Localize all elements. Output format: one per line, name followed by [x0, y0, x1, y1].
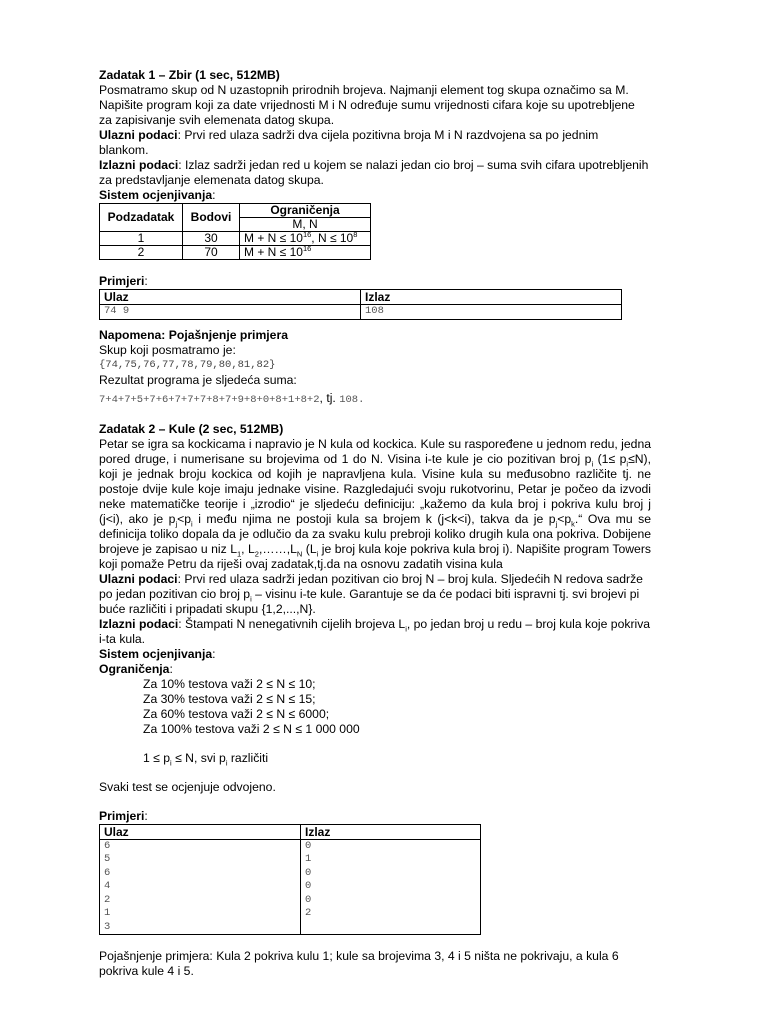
note-total: 108.: [339, 393, 365, 406]
scoring-colon: :: [212, 188, 216, 202]
constraint-item: Za 10% testova važi 2 ≤ N ≤ 10;: [143, 676, 316, 691]
ex-out-header: Izlaz: [301, 824, 481, 839]
note-result-label: Rezultat programa je sljedeća suma:: [99, 372, 297, 387]
ex-in-line: 1: [104, 907, 111, 919]
cell-points: 70: [183, 246, 240, 260]
input-text: – visinu i-te kule. Garantuje se da će podaci biti ispravni tj. svi brojevi pi buće različiti i pripadati skupu {1,2,...,N}.: [99, 586, 640, 616]
para-sub: N: [296, 548, 303, 558]
para-text: ≤N), koji je jednak broju kockica od kojih je napravljena kula. Visine kula su međusobno različite tj. ne postoje dvije kule koje imaju jednake visine. Razgledajući svoju rukotvorinu, Petar je počeo da izvodi neke matematičke teorije i „izrodio“ je sljedeću definiciju: „kažemo da kula broj i pokriva kulu broj j (j<i), ako je p: [99, 451, 651, 526]
each-test-note: Svaki test se ocjenjuje odvojeno.: [99, 779, 276, 794]
cell-subtask: 1: [100, 232, 183, 246]
constraint-exp: 16: [302, 230, 312, 239]
constraint-exp: 16: [302, 244, 312, 253]
examples-label: Primjeri: [99, 274, 145, 288]
ex-in-line: 6: [104, 866, 111, 879]
ex-in-line: 6: [104, 839, 111, 852]
ex-out-line: 2: [305, 907, 312, 919]
scoring-colon: :: [212, 646, 216, 661]
task1-scoring: [99, 188, 651, 203]
ex-out-values: [301, 839, 481, 935]
examples-label: Primjeri: [99, 808, 145, 823]
pi-text: ≤ N, svi p: [171, 750, 226, 765]
para-text: <p: [177, 511, 192, 526]
para-text: , L: [241, 541, 255, 556]
para-text: (1≤ p: [593, 451, 627, 466]
para-sub: k: [571, 518, 575, 528]
ex-out-line: 0: [305, 839, 312, 852]
ex-in-line: 3: [104, 920, 111, 933]
task2-paragraph: [99, 437, 651, 572]
task2-explanation: Pojašnjenje primjera: Kula 2 pokriva kulu 1; kule sa brojevima 3, 4 i 5 ništa ne pokrivaju, a kula 6 pokriva kule 4 i 5.: [99, 949, 619, 978]
para-sub: j: [175, 518, 178, 528]
task2-scoring: [99, 647, 651, 662]
note-title: Napomena: Pojašnjenje primjera: [99, 327, 288, 342]
table-row: [100, 246, 371, 260]
ex-in-header: Ulaz: [100, 290, 361, 305]
pi-constraint: [99, 751, 651, 766]
table-row: [100, 232, 371, 246]
task1-output: [99, 158, 651, 188]
task1-input: [99, 128, 651, 158]
task1-examples-heading: [99, 274, 651, 289]
examples-colon: :: [144, 274, 148, 288]
ex-out-value: 108: [361, 305, 622, 320]
task2-examples-heading: [99, 809, 651, 824]
constraint-item: Za 60% testova važi 2 ≤ N ≤ 6000;: [143, 706, 330, 721]
ex-in-values: [100, 839, 301, 935]
constraint-main: M + N ≤ 10: [244, 245, 303, 259]
output-label: Izlazni podaci: [99, 616, 179, 631]
input-sub: i: [250, 593, 252, 603]
ex-out-header: Izlaz: [361, 290, 622, 305]
para-sub: j: [555, 518, 558, 528]
constraints-label: Ograničenja: [99, 661, 170, 676]
pi-sub: i: [225, 757, 228, 767]
header-constraints: Ograničenja: [240, 204, 371, 218]
document-page: [99, 68, 651, 979]
para-text: (L: [302, 541, 317, 556]
constraint-item: Za 30% testova važi 2 ≤ N ≤ 15;: [143, 691, 316, 706]
note-set-label: Skup koji posmatramo je:: [99, 342, 236, 357]
output-label: Izlazni podaci: [99, 158, 179, 172]
output-text: , po jedan broj u redu – broj kula koje pokriva i-ta kula.: [99, 616, 651, 646]
ex-out-line: 1: [305, 853, 312, 865]
task2-examples-table: [99, 824, 481, 936]
task2-input: [99, 572, 651, 617]
header-mn: M, N: [240, 218, 371, 232]
task2-output: [99, 617, 651, 647]
output-text: : Izlaz sadrži jedan red u kojem se nalazi jedan cio broj – suma svih cifara upotrebljenih za predstavljanje elemenata datog skupa.: [99, 158, 649, 187]
constraint-main: M + N ≤ 10: [244, 231, 303, 245]
para-text: <p: [557, 511, 572, 526]
input-text: : Prvi red ulaza sadrži jedan pozitivan cio broj N – broj kula. Sljedećih N redova sadrže po jedan pozitivan cio broj p: [99, 571, 643, 601]
constraints-colon: :: [169, 661, 173, 676]
para-sub: 1: [236, 548, 242, 558]
para-sub: i: [591, 458, 594, 468]
ex-out-line: 0: [305, 880, 312, 892]
ex-in-line: 2: [104, 893, 111, 906]
ex-in-line: 4: [104, 880, 111, 892]
pi-text: različiti: [227, 750, 269, 765]
header-subtask: Podzadatak: [100, 204, 183, 232]
task2-constraints-heading: [99, 662, 651, 677]
para-sub: 2: [254, 548, 259, 558]
output-text: : Štampati N nenegativnih cijelih brojeva L: [178, 616, 406, 631]
scoring-table: [99, 203, 371, 260]
task1-desc1: Posmatramo skup od N uzastopnih prirodnih brojeva. Najmanji element tog skupa označimo sa M.: [99, 83, 629, 97]
ex-out-line: 0: [305, 893, 312, 906]
ex-in-line: 5: [104, 853, 111, 865]
constraint-mid: , N ≤ 10: [311, 231, 354, 245]
input-label: Ulazni podaci: [99, 571, 178, 586]
pi-sub: i: [170, 757, 172, 767]
pi-text: 1 ≤ p: [143, 750, 171, 765]
para-sub: i: [191, 518, 193, 528]
ex-in-header: Ulaz: [100, 824, 301, 839]
scoring-label: Sistem ocjenjivanja: [99, 188, 213, 202]
para-text: ,……,L: [258, 541, 297, 556]
para-text: Petar se igra sa kockicama i napravio je N kula od kockica. Kule su raspoređene u jednom redu, jedna pored druge, i numerisane su brojevima od 1 do N. Visina i-te kule je cio pozitivan broj p: [99, 436, 651, 466]
task1-title: Zadatak 1 – Zbir (1 sec, 512MB): [99, 68, 280, 82]
note-sum: 7+4+7+5+7+6+7+7+7+8+7+9+8+0+8+1+8+2: [99, 393, 320, 406]
cell-points: 30: [183, 232, 240, 246]
task2-title: Zadatak 2 – Kule (2 sec, 512MB): [99, 421, 284, 436]
scoring-label: Sistem ocjenjivanja: [99, 646, 213, 661]
para-sub: i: [626, 458, 629, 468]
note-tj: , tj.: [319, 390, 336, 405]
para-text: je broj kula koje pokriva kula broj i). Napišite program Towers koji pomaže Petru da riješi ovaj zadatak,tj.da na osnovu zadatih visina kula: [99, 541, 651, 571]
constraint-item: Za 100% testova važi 2 ≤ N ≤ 1 000 000: [143, 721, 360, 736]
output-sub: i: [405, 623, 407, 633]
note-sum-line: [99, 391, 651, 408]
examples-colon: :: [144, 808, 148, 823]
task1-desc2: Napišite program koji za date vrijednosti M i N određuje sumu vrijednosti cifara koje su upotrebljene za zapisivanje svih elemenata datog skupa.: [99, 98, 635, 127]
para-text: i među njima ne postoji kula sa brojem k (j<k<i), takva da je p: [192, 511, 556, 526]
ex-in-value: 74 9: [100, 305, 361, 320]
cell-constraint: [240, 246, 371, 260]
header-points: Bodovi: [183, 204, 240, 232]
para-sub: i: [316, 548, 319, 558]
task1-examples-table: [99, 289, 622, 320]
input-label: Ulazni podaci: [99, 128, 178, 142]
note-set: {74,75,76,77,78,79,80,81,82}: [99, 358, 276, 371]
constraint-exp2: 8: [353, 230, 358, 239]
para-text: .“ Ova mu se definicija toliko dopala da je odlučio da za svaku kulu prebroji koliko drugih kula ona pokriva. Dobijene brojeve je zapisao u niz L: [99, 511, 651, 556]
ex-out-line: 0: [305, 866, 312, 879]
input-text: : Prvi red ulaza sadrži dva cijela pozitivna broja M i N razdvojena sa po jednim blankom.: [99, 128, 599, 157]
cell-subtask: 2: [100, 246, 183, 260]
